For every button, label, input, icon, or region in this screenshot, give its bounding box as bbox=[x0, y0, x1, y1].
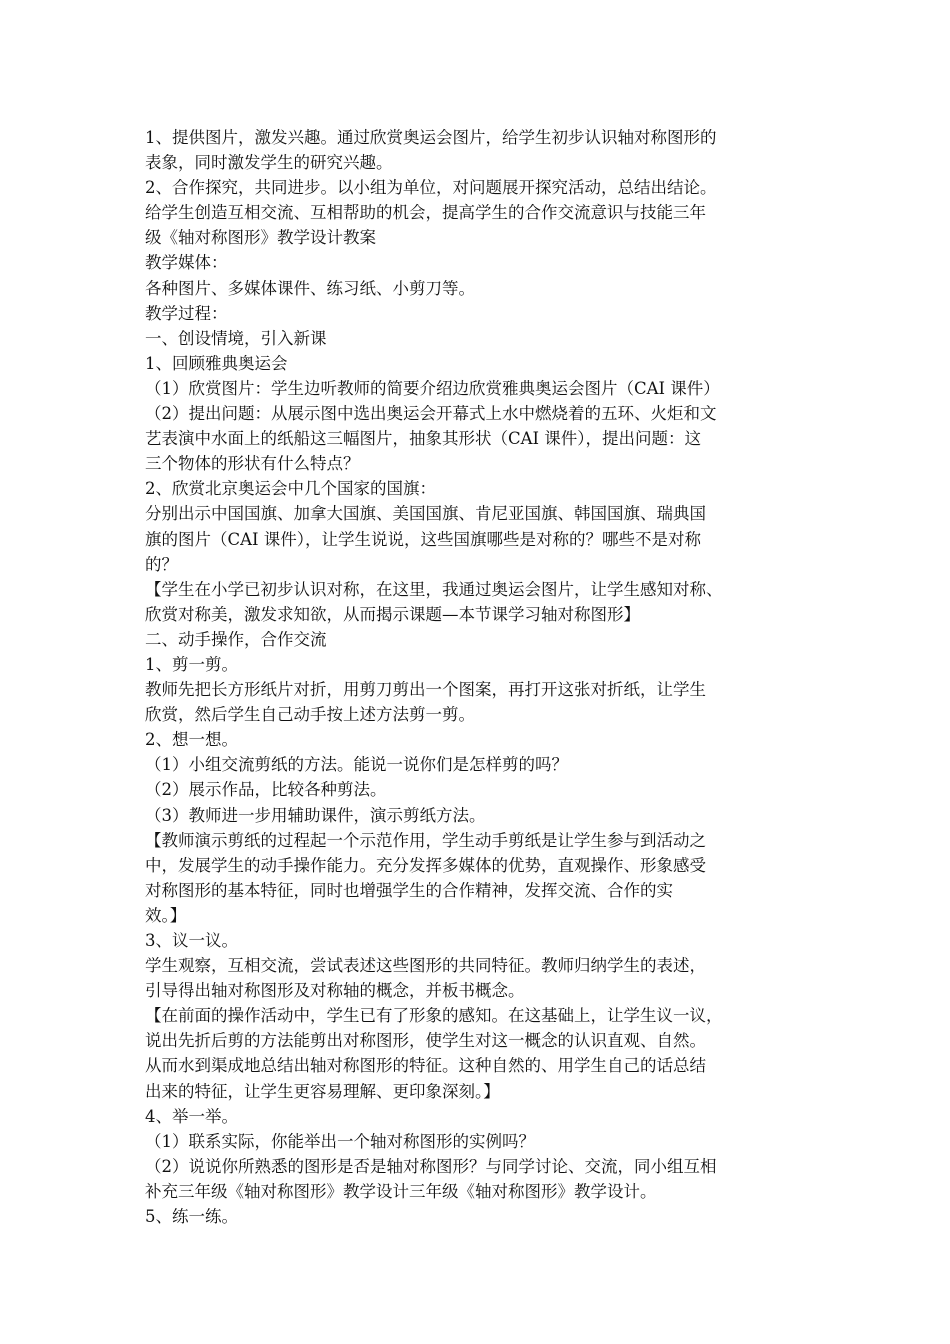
paragraph-19: （3）教师进一步用辅助课件，演示剪纸方法。 bbox=[145, 805, 486, 825]
paragraph-25: （1）联系实际，你能举出一个轴对称图形的实例吗？ bbox=[145, 1131, 535, 1151]
paragraph-5: 教学过程： bbox=[145, 303, 228, 323]
document-body bbox=[145, 125, 810, 1229]
paragraph-17: （1）小组交流剪纸的方法。能说一说你们是怎样剪的吗？ bbox=[145, 755, 568, 775]
paragraph-6: 一、创设情境，引入新课 bbox=[145, 328, 327, 348]
paragraph-18: （2）展示作品，比较各种剪法。 bbox=[145, 780, 387, 800]
paragraph-11: 分别出示中国国旗、加拿大国旗、美国国旗、肯尼亚国旗、韩国国旗、瑞典国 旗的图片（CAI 课件），让学生说说，这些国旗哪些是对称的？哪些不是对称 的？ bbox=[145, 504, 706, 574]
paragraph-7: 1、回顾雅典奥运会 bbox=[145, 353, 288, 373]
paragraph-27: 5、练一练。 bbox=[145, 1207, 238, 1227]
paragraph-15: 教师先把长方形纸片对折，用剪刀剪出一个图案，再打开这张对折纸，让学生 欣赏，然后学生自己动手按上述方法剪一剪。 bbox=[145, 680, 706, 725]
paragraph-23: 【在前面的操作活动中，学生已有了形象的感知。在这基础上，让学生议一议， 说出先折后剪的方法能剪出对称图形，使学生对这一概念的认识直观、自然。 从而水到渠成地总结出轴对称图形的特征。这种自然的、用学生自己的话总结 出来的特征，让学生更容易理解、更印象深刻。】 bbox=[145, 1006, 723, 1101]
paragraph-12: 【学生在小学已初步认识对称，在这里，我通过奥运会图片，让学生感知对称、 欣赏对称美，激发求知欲，从而揭示课题—本节课学习轴对称图形】 bbox=[145, 579, 723, 624]
paragraph-2: 2、合作探究，共同进步。以小组为单位，对问题展开探究活动，总结出结论。 给学生创造互相交流、互相帮助的机会，提高学生的合作交流意识与技能三年 级《轴对称图形》教学设计教案 bbox=[145, 178, 717, 248]
paragraph-26: （2）说说你所熟悉的图形是否是轴对称图形？与同学讨论、交流，同小组互相 补充三年级《轴对称图形》教学设计三年级《轴对称图形》教学设计。 bbox=[145, 1156, 717, 1201]
paragraph-4: 各种图片、多媒体课件、练习纸、小剪刀等。 bbox=[145, 278, 475, 298]
paragraph-9: （2）提出问题：从展示图中选出奥运会开幕式上水中燃烧着的五环、火炬和文 艺表演中水面上的纸船这三幅图片，抽象其形状（CAI 课件），提出问题：这 三个物体的形状有什么特点？ bbox=[145, 404, 717, 474]
paragraph-21: 3、议一议。 bbox=[145, 931, 238, 950]
paragraph-20: 【教师演示剪纸的过程起一个示范作用，学生动手剪纸是让学生参与到活动之 中，发展学生的动手操作能力。充分发挥多媒体的优势，直观操作、形象感受 对称图形的基本特征，同时也增强学生的合作精神，发挥交流、合作的实 效。】 bbox=[145, 830, 706, 925]
paragraph-22: 学生观察，互相交流，尝试表述这些图形的共同特征。教师归纳学生的表述， 引导得出轴对称图形及对称轴的概念，并板书概念。 bbox=[145, 956, 706, 1001]
paragraph-8: （1）欣赏图片：学生边听教师的简要介绍边欣赏雅典奥运会图片（CAI 课件） bbox=[145, 378, 720, 398]
paragraph-3: 教学媒体： bbox=[145, 253, 228, 273]
paragraph-13: 二、动手操作，合作交流 bbox=[145, 629, 327, 649]
paragraph-14: 1、剪一剪。 bbox=[145, 654, 238, 674]
paragraph-1: 1、提供图片，激发兴趣。通过欣赏奥运会图片，给学生初步认识轴对称图形的 表象，同时激发学生的研究兴趣。 bbox=[145, 128, 717, 173]
paragraph-16: 2、想一想。 bbox=[145, 730, 238, 750]
paragraph-24: 4、举一举。 bbox=[145, 1106, 238, 1126]
paragraph-10: 2、欣赏北京奥运会中几个国家的国旗： bbox=[145, 479, 436, 499]
